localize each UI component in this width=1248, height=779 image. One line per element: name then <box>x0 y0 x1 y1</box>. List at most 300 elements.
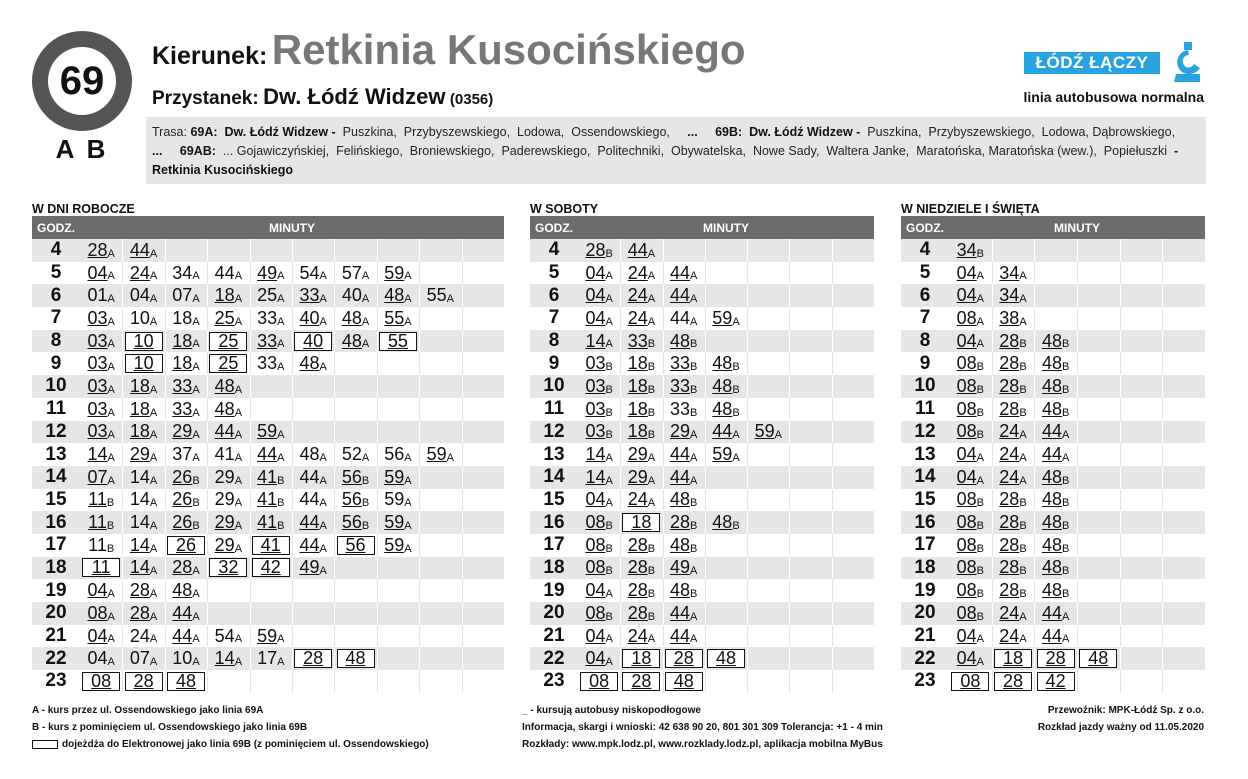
minutes-column-header: MINUTY <box>269 220 315 235</box>
departure <box>992 330 1035 353</box>
variant-suffix: A <box>361 270 370 283</box>
departure <box>250 421 292 444</box>
hour-cell: 15 <box>45 488 67 510</box>
departure <box>578 421 620 444</box>
variant-suffix: A <box>1019 429 1027 442</box>
departure-minute: 11 <box>88 512 107 533</box>
departure-minute: 14 <box>585 466 606 487</box>
departure-minute: 14 <box>585 444 606 465</box>
minutes-cell <box>80 466 504 489</box>
departure <box>377 262 419 285</box>
departure <box>620 489 662 512</box>
variant-suffix: A <box>690 451 698 464</box>
variant-suffix: A <box>647 293 656 306</box>
lowfloor-note: _ - kursują autobusy niskopodłogowe <box>522 705 701 716</box>
departure-minute: 03 <box>87 375 108 396</box>
departure <box>377 330 419 353</box>
departure <box>992 375 1035 398</box>
variant-suffix: B <box>1061 588 1070 600</box>
departure-minute: 48 <box>299 444 320 465</box>
departure <box>949 670 992 693</box>
departure <box>620 534 662 557</box>
variant-suffix: B <box>1019 497 1027 510</box>
minutes-cell <box>578 466 874 489</box>
departure-minute: 04 <box>585 285 606 306</box>
variant-suffix: B <box>647 542 656 555</box>
departure <box>207 307 249 330</box>
departure-minute: 18 <box>631 512 652 533</box>
variant-suffix: B <box>1019 519 1027 532</box>
table-row <box>530 421 874 444</box>
departure <box>705 511 747 534</box>
variant-suffix: B <box>976 383 985 396</box>
variant-suffix: A <box>1061 429 1070 442</box>
hour-cell: 10 <box>543 375 565 397</box>
hour-cell: 11 <box>543 398 565 420</box>
variant-suffix: A <box>107 247 115 260</box>
departure <box>949 511 992 534</box>
table-row <box>901 421 1205 444</box>
departure <box>578 511 620 534</box>
departure-minute: 03 <box>87 398 108 419</box>
departure <box>620 421 662 444</box>
departure-minute: 03 <box>87 307 108 328</box>
departure <box>992 352 1035 375</box>
minutes-cell <box>949 466 1205 489</box>
departure-minute: 28 <box>172 557 193 578</box>
variant-suffix: A <box>647 451 656 464</box>
variant-suffix: A <box>149 519 158 532</box>
minutes-cell <box>949 443 1205 466</box>
departure <box>578 625 620 648</box>
minutes-cell <box>949 330 1205 353</box>
elektronowa-box <box>209 332 247 351</box>
departure <box>992 443 1035 466</box>
departure-minute: 48 <box>214 375 235 396</box>
minutes-cell <box>80 647 504 670</box>
departure-minute: 44 <box>670 466 691 487</box>
variant-suffix: A <box>605 656 613 669</box>
departure-minute: 03 <box>585 353 606 374</box>
line-type: linia autobusowa normalna <box>1023 89 1204 105</box>
variant-suffix: A <box>234 519 243 532</box>
departure-minute: 04 <box>956 444 977 465</box>
table-row <box>530 284 874 307</box>
departure <box>663 421 705 444</box>
variant-suffix: A <box>404 293 412 306</box>
departure <box>578 398 620 421</box>
variant-suffix: B <box>1061 497 1070 510</box>
table-row <box>530 670 874 693</box>
departure-minute: 29 <box>214 489 235 510</box>
variant-suffix: A <box>1061 451 1070 464</box>
departure <box>663 330 705 353</box>
departure-minute: 28 <box>999 330 1020 351</box>
departure <box>122 284 164 307</box>
departure-minute: 18 <box>627 375 648 396</box>
variant-suffix: A <box>647 474 656 487</box>
carrier-block <box>1038 702 1204 736</box>
table-header <box>32 216 504 239</box>
variant-suffix: B <box>647 610 656 623</box>
departure-minute: 18 <box>631 648 652 669</box>
variant-suffix: A <box>107 406 115 419</box>
variant-suffix: B <box>1019 406 1027 419</box>
departure-minute: 24 <box>129 625 150 646</box>
departure <box>207 647 249 670</box>
minutes-cell <box>949 489 1205 512</box>
variant-suffix: A <box>605 338 613 351</box>
variant-suffix: A <box>107 429 115 442</box>
departure <box>620 262 662 285</box>
minutes-cell <box>80 670 504 693</box>
departure <box>663 647 705 670</box>
variant-suffix: A <box>277 338 285 351</box>
departure-minute: 44 <box>257 444 278 465</box>
variant-suffix: A <box>319 451 327 464</box>
departure <box>1034 398 1077 421</box>
elektronowa-box <box>622 672 660 691</box>
departure <box>992 670 1035 693</box>
departure <box>620 579 662 602</box>
legend-b: B - kurs z pominięciem ul. Ossendowskiego jako linia 69B <box>32 722 308 733</box>
variant-suffix: A <box>605 474 613 487</box>
table-row <box>530 375 874 398</box>
variant-suffix: B <box>1019 383 1027 396</box>
departure <box>949 466 992 489</box>
departure-minute: 28 <box>627 534 648 555</box>
departure <box>620 602 662 625</box>
departure <box>207 443 249 466</box>
departure <box>292 647 334 670</box>
variant-suffix: A <box>647 497 656 510</box>
variant-suffix: A <box>976 474 985 487</box>
departure-minute: 04 <box>585 489 606 510</box>
minutes-cell <box>949 307 1205 330</box>
departure <box>992 398 1035 421</box>
variant-suffix: A <box>605 588 613 600</box>
departure-minute: 49 <box>670 557 691 578</box>
variant-suffix: B <box>605 610 613 623</box>
departure-minute: 14 <box>129 557 150 578</box>
variant-suffix: B <box>732 361 740 374</box>
minutes-cell <box>80 579 504 602</box>
departure-minute: 32 <box>218 557 239 578</box>
departure-minute: 56 <box>345 534 366 555</box>
table-row <box>32 579 504 602</box>
variant-suffix: B <box>1019 361 1027 374</box>
departure-minute: 59 <box>384 534 405 555</box>
variant-suffix: A <box>404 519 412 532</box>
hour-cell: 23 <box>45 670 67 692</box>
departure-minute: 48 <box>1041 580 1062 601</box>
variant-suffix: A <box>647 270 656 283</box>
hour-cell: 12 <box>914 420 936 442</box>
variant-suffix: A <box>234 474 243 487</box>
variant-suffix: A <box>690 474 698 487</box>
departure <box>949 307 992 330</box>
variant-suffix: A <box>319 315 327 328</box>
variant-suffix: A <box>404 542 412 555</box>
departure-minute: 08 <box>589 670 610 691</box>
departure-minute: 18 <box>129 375 150 396</box>
variant-suffix: A <box>319 270 327 283</box>
departure <box>992 647 1035 670</box>
departure <box>250 557 292 580</box>
table-row <box>32 625 504 648</box>
departure <box>377 443 419 466</box>
departure <box>250 511 292 534</box>
variant-suffix: B <box>1019 588 1027 600</box>
departure <box>578 443 620 466</box>
departure <box>992 466 1035 489</box>
legend-box-row <box>32 736 429 753</box>
departure <box>992 557 1035 580</box>
variant-suffix: A <box>149 542 158 555</box>
departure <box>949 352 992 375</box>
elektronowa-box <box>1037 672 1075 691</box>
hour-cell: 7 <box>548 307 560 329</box>
variant-suffix: B <box>361 519 370 532</box>
departure-minute: 18 <box>129 398 150 419</box>
departure <box>122 421 164 444</box>
departure-minute: 59 <box>257 421 278 442</box>
variant-suffix: A <box>976 338 985 351</box>
variant-suffix: B <box>192 474 200 487</box>
departure-minute: 42 <box>1045 670 1066 691</box>
hour-cell: 20 <box>914 602 936 624</box>
hour-cell: 19 <box>914 579 936 601</box>
variant-suffix: A <box>107 656 115 669</box>
departure-minute: 54 <box>299 262 320 283</box>
minutes-cell <box>578 647 874 670</box>
line-number-badge <box>32 31 132 131</box>
departure <box>949 579 992 602</box>
departure-minute: 48 <box>712 398 733 419</box>
departure-minute: 44 <box>1041 602 1062 623</box>
variant-suffix: A <box>1019 293 1027 306</box>
departure-minute: 44 <box>299 534 320 555</box>
departure <box>949 534 992 557</box>
direction-label: Kierunek: <box>152 42 268 70</box>
departure-minute: 11 <box>88 534 107 555</box>
departure-minute: 55 <box>384 307 405 328</box>
hour-cell: 19 <box>543 579 565 601</box>
departure <box>578 375 620 398</box>
table-row <box>530 602 874 625</box>
elektronowa-box <box>622 513 660 532</box>
departure-minute: 48 <box>712 375 733 396</box>
variant-suffix: A <box>107 270 115 283</box>
departure <box>207 330 249 353</box>
departure <box>122 579 164 602</box>
departure <box>949 489 992 512</box>
departure-minute: 34 <box>999 262 1020 283</box>
departure-minute: 55 <box>426 285 447 306</box>
departure <box>949 443 992 466</box>
variant-suffix: A <box>732 315 740 328</box>
hour-cell: 14 <box>914 466 936 488</box>
table-title: W DNI ROBOCZE <box>32 202 135 216</box>
departure-minute: 56 <box>341 466 362 487</box>
table-row <box>530 534 874 557</box>
departure <box>334 262 376 285</box>
departure-minute: 48 <box>345 648 366 669</box>
departure <box>207 284 249 307</box>
variant-suffix: A <box>192 383 200 396</box>
departure-minute: 28 <box>1002 670 1023 691</box>
elektronowa-box <box>337 649 375 668</box>
variant-suffix: A <box>234 383 243 396</box>
departure-minute: 44 <box>299 466 320 487</box>
elektronowa-box <box>167 536 205 555</box>
variant-suffix: A <box>149 497 158 510</box>
departure-minute: 48 <box>1041 466 1062 487</box>
variant-suffix: A <box>404 270 412 283</box>
departure-minute: 28 <box>673 648 694 669</box>
variant-suffix: A <box>149 565 158 578</box>
variant-suffix: B <box>605 383 613 396</box>
variant-suffix: B <box>690 338 698 351</box>
departure-minute: 59 <box>426 444 447 465</box>
variant-suffix: B <box>647 383 656 396</box>
departure <box>80 262 122 285</box>
minutes-column-header: MINUTY <box>1054 220 1100 235</box>
variant-suffix: A <box>149 247 158 260</box>
table-row <box>901 557 1205 580</box>
departure <box>578 330 620 353</box>
departure <box>620 352 662 375</box>
hour-cell: 11 <box>45 398 67 420</box>
departure <box>165 534 207 557</box>
departure-minute: 28 <box>87 239 108 260</box>
departure <box>292 262 334 285</box>
departure-minute: 44 <box>299 489 320 510</box>
departure-minute: 03 <box>585 398 606 419</box>
departure-minute: 33 <box>670 398 691 419</box>
departure-minute: 59 <box>384 512 405 533</box>
departure <box>207 375 249 398</box>
departure <box>1034 375 1077 398</box>
departure <box>250 466 292 489</box>
departure-minute: 29 <box>172 421 193 442</box>
minutes-cell <box>949 557 1205 580</box>
departure <box>250 307 292 330</box>
minutes-cell <box>80 534 504 557</box>
hour-cell: 4 <box>919 239 931 261</box>
departure-minute: 40 <box>299 307 320 328</box>
variant-suffix: A <box>192 315 200 328</box>
departure-minute: 08 <box>956 580 977 601</box>
departure-minute: 33 <box>257 330 278 351</box>
variant-suffix: B <box>106 519 115 532</box>
route-part: Trasa: <box>152 125 191 139</box>
departure-minute: 28 <box>999 353 1020 374</box>
minutes-column-header: MINUTY <box>703 220 749 235</box>
departure <box>663 579 705 602</box>
departure-minute: 48 <box>1041 534 1062 555</box>
table-row <box>32 534 504 557</box>
table-row <box>901 330 1205 353</box>
departure-minute: 48 <box>1088 648 1109 669</box>
legend-a: A - kurs przez ul. Ossendowskiego jako linia 69A <box>32 705 264 716</box>
departure <box>207 534 249 557</box>
departure-minute: 59 <box>754 421 775 442</box>
departure-minute: 48 <box>1041 557 1062 578</box>
departure <box>80 511 122 534</box>
variant-suffix: A <box>404 497 412 510</box>
departure <box>578 534 620 557</box>
departure <box>663 557 705 580</box>
table-row <box>530 647 874 670</box>
departure <box>663 534 705 557</box>
departure <box>80 398 122 421</box>
departure-minute: 18 <box>214 285 235 306</box>
departure <box>377 466 419 489</box>
variant-suffix: A <box>107 588 115 600</box>
departure-minute: 44 <box>670 602 691 623</box>
departure-minute: 04 <box>87 580 108 601</box>
departure <box>578 239 620 262</box>
variant-suffix: A <box>1019 633 1027 646</box>
departure <box>1034 602 1077 625</box>
departure-minute: 54 <box>214 625 235 646</box>
departure-minute: 04 <box>585 307 606 328</box>
hour-cell: 10 <box>914 375 936 397</box>
departure <box>122 489 164 512</box>
minutes-cell <box>578 284 874 307</box>
departure <box>292 352 334 375</box>
minutes-cell <box>949 670 1205 693</box>
variant-suffix: A <box>361 338 370 351</box>
departure-minute: 04 <box>956 466 977 487</box>
table-row <box>32 670 504 693</box>
elektronowa-box <box>622 649 660 668</box>
variant-suffix: B <box>976 361 985 374</box>
variant-suffix: B <box>361 474 370 487</box>
departure-minute: 59 <box>257 625 278 646</box>
departure-minute: 48 <box>712 353 733 374</box>
departure <box>377 284 419 307</box>
variant-suffix: B <box>976 406 985 419</box>
variant-suffix: A <box>234 270 243 283</box>
departure-minute: 37 <box>172 444 193 465</box>
departure-minute: 48 <box>712 512 733 533</box>
departure <box>292 466 334 489</box>
table-row <box>32 398 504 421</box>
variant-suffix: A <box>1061 633 1070 646</box>
departure-minute: 26 <box>175 534 196 555</box>
departure <box>80 421 122 444</box>
legend-box-icon <box>32 740 58 749</box>
variant-suffix: B <box>106 497 115 510</box>
variant-suffix: B <box>647 338 656 351</box>
departure-minute: 04 <box>87 625 108 646</box>
departure-minute: 24 <box>627 285 648 306</box>
departure-minute: 08 <box>585 602 606 623</box>
elektronowa-box <box>1079 649 1117 668</box>
variant-suffix: B <box>976 429 985 442</box>
departure-minute: 08 <box>956 512 977 533</box>
departure <box>80 602 122 625</box>
variant-suffix: B <box>1061 542 1070 555</box>
departure-minute: 14 <box>214 648 235 669</box>
variant-suffix: B <box>976 610 985 623</box>
variant-suffix: A <box>192 656 200 669</box>
hour-cell: 17 <box>45 534 67 556</box>
variant-suffix: A <box>319 542 327 555</box>
departure-minute: 14 <box>585 330 606 351</box>
